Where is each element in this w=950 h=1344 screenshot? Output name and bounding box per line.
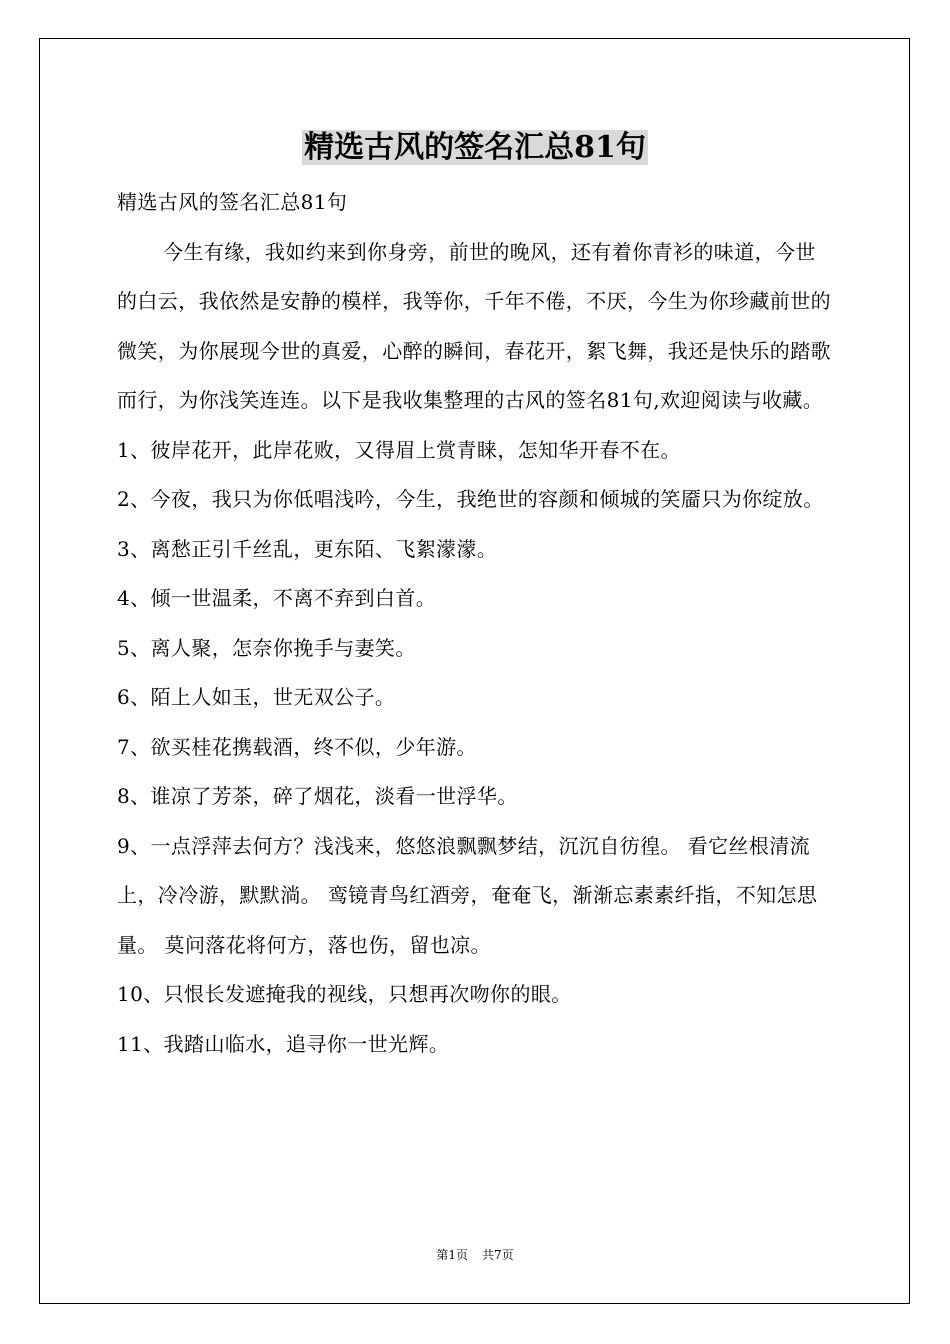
list-item: 10、只恨长发遮掩我的视线，只想再次吻你的眼。 [117, 982, 572, 1006]
list-item: 8、谁凉了芳茶，碎了烟花，淡看一世浮华。 [117, 784, 518, 808]
list-item: 5、离人聚，怎奈你挽手与妻笑。 [117, 635, 416, 660]
list-item: 2、今夜，我只为你低唱浅吟，今生，我绝世的容颜和倾城的笑靥只为你绽放。 [117, 487, 824, 511]
page-number-total: 共7页 [482, 1248, 514, 1262]
intro-paragraph: 今生有缘，我如约来到你身旁，前世的晚风，还有着你青衫的味道，今世的白云，我依然是安静的模样，我等你，千年不倦，不厌，今生为你珍藏前世的微笑，为你展现今世的真爱，心醉的瞬间，春花开，絮飞舞，我还是快乐的踏歌而行，为你浅笑连连。以下是我收集整理的古风的签名81句,欢迎阅读与收藏。 [117, 239, 831, 412]
document-title-text: 精选古风的签名汇总81句 [304, 130, 646, 165]
list-item: 11、我踏山临水，追寻你一世光辉。 [117, 1031, 450, 1056]
list-item: 4、倾一世温柔，不离不弃到白首。 [117, 586, 437, 610]
list-item: 6、陌上人如玉，世无双公子。 [117, 685, 396, 709]
list-item: 9、一点浮萍去何方？浅浅来，悠悠浪飘飘梦结，沉沉自彷徨。 看它丝根清流上，冷冷游，默默淌。 鸾镜青鸟红酒旁，奄奄飞，渐渐忘素素纤指，不知怎思量。 莫问落花将何方，落也伤，留也凉。 [117, 833, 818, 957]
list-item: 3、离愁正引千丝乱，更东陌、飞絮濛濛。 [117, 536, 498, 561]
list-item: 7、欲买桂花携载酒，终不似，少年游。 [117, 734, 477, 759]
document-title [0, 126, 950, 170]
page-number-current: 第1页 [436, 1248, 468, 1262]
page-footer [0, 1245, 950, 1265]
list-item: 1、彼岸花开，此岸花败，又得眉上赏青睐，怎知华开春不在。 [117, 437, 681, 462]
document-subtitle: 精选古风的签名汇总81句 [117, 190, 348, 214]
document-body [117, 178, 833, 1069]
